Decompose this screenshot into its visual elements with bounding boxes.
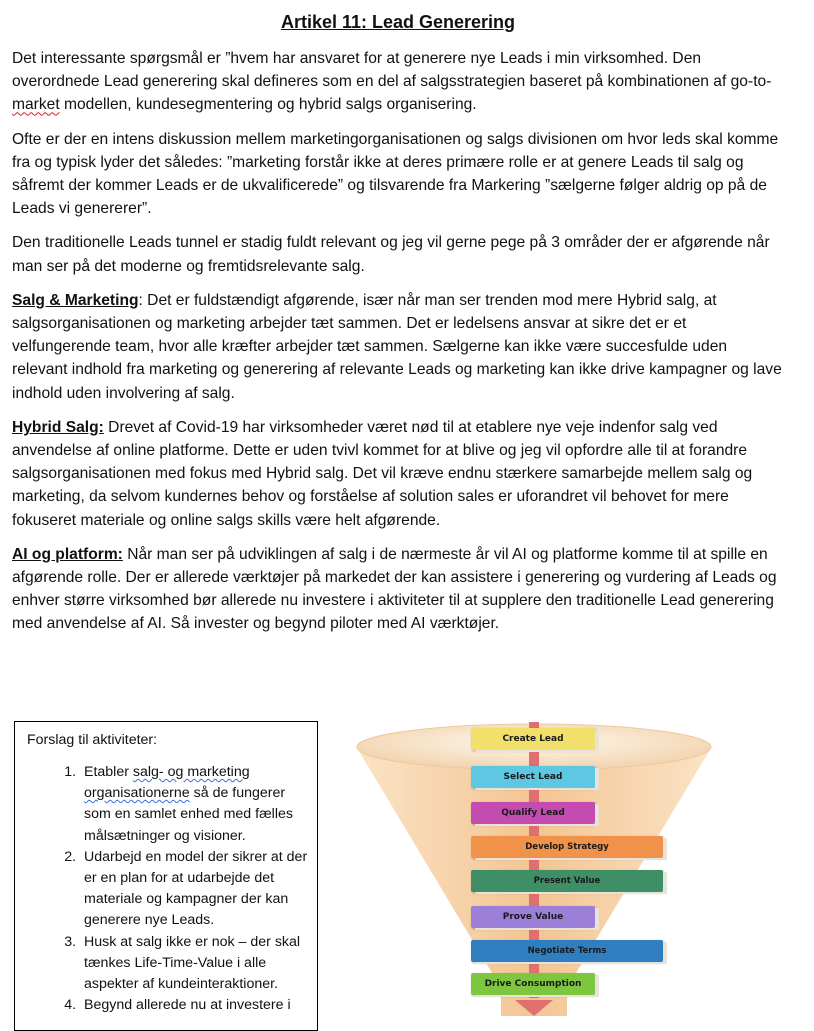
section-ai-platform: AI og platform: Når man ser på udviklingen af salg i de nærmeste år vil AI og platforme komme til at spille en afgørende rolle. Der er allerede værktøjer på markedet der kan assistere i generering og vurdering af Leads og enhver større virksomhed bør allerede nu investere i aktiviteter til at supplere den traditionelle Lead generering med anvendelse af AI. Så invester og begynd piloter med AI værktøjer. [12,545,777,633]
funnel-stage-prove-value: Prove Value [471,906,595,928]
funnel-stage-qualify-lead: Qualify Lead [471,802,595,824]
list-item: 2. Udarbejd en model der sikrer at der er en plan for at udarbejde det materiale og kampagner der kan generere nye Leads. [80,847,309,932]
suggestions-heading: Forslag til aktiviteter: [27,732,158,748]
grammar-flag: salg- og marketing organisationerne [84,764,250,802]
paragraph-discussion: Ofte er der en intens diskussion mellem marketingorganisationen og salgs divisionen om hvor leds skal komme fra og typisk lyder det således: ”marketing forstår ikke at deres primære rolle er at genere Leads til salg og såfremt der kommer Leads er de ukvalificerede” og tilsvarende fra Markering ”sælgerne følger aldrig op på de Leads vi genererer”. [12,130,779,218]
section-heading: Hybrid Salg: [12,418,104,436]
funnel-stage-select-lead: Select Lead [471,766,595,788]
funnel-stage-drive-consumption: Drive Consumption [471,973,595,995]
suggestions-list [15,762,318,1016]
spelling-flag: market [12,96,60,114]
list-item: 4. Begynd allerede nu at investere i [80,995,309,1016]
list-item: 1. Etabler salg- og marketing organisationerne så de fungerer som en samlet enhed med fælles målsætninger og visioner. [80,762,309,847]
funnel-stage-develop-strategy: Develop Strategy [471,836,663,858]
funnel-stage-create-lead: Create Lead [471,728,595,750]
article-body [12,47,782,647]
section-hybrid-sales: Hybrid Salg: Drevet af Covid-19 har virksomheder været nød til at etablere nye veje indenfor salg ved anvendelse af online platforme. Dette er uden tvivl kommet for at blive og jeg vil opfordre alle til at forandre salgsorganisationen med fokus med Hybrid salg. Det vil kræve endnu stærkere samarbejde mellem salg og marketing, da selvom kundernes behov og forståelse af solution sales er uforandret vil behovet for mere fokuseret materiale og online salgs skills være helt afgørende. [12,418,753,529]
sales-funnel-diagram [355,718,713,1016]
funnel-stage-negotiate-terms: Negotiate Terms [471,940,663,962]
funnel-stage-present-value: Present Value [471,870,663,892]
page-title: Artikel 11: Lead Generering [280,12,516,32]
section-heading: Salg & Marketing [12,291,139,309]
paragraph-intro: Det interessante spørgsmål er ”hvem har ansvaret for at generere nye Leads i min virksomhed. Den overordnede Lead generering skal defineres som en del af salgsstrategien baseret på kombinationen af go-to-market modellen, kundesegmentering og hybrid salgs organisering. [12,50,772,114]
section-heading: AI og platform: [12,545,123,563]
suggestions-box [14,721,318,1031]
funnel-graphic [355,718,713,1016]
paragraph-funnel: Den traditionelle Leads tunnel er stadig fuldt relevant og jeg vil gerne pege på 3 områder der er afgørende når man ser på det moderne og fremtidsrelevante salg. [12,234,770,275]
section-sales-marketing: Salg & Marketing: Det er fuldstændigt afgørende, især når man ser trenden mod mere Hybrid salg, at salgsorganisationen og marketing arbejder tæt sammen. Det er ledelsens ansvar at sikre det er et velfungerende team, hvor alle kræfter arbejder tæt sammen. Sælgerne kan ikke være succesfulde uden relevant indhold fra marketing og generering af relevante Leads og marketing kan ikke drive kampagner og lave indhold uden involvering af salg. [12,291,782,402]
list-item: 3. Husk at salg ikke er nok – der skal tænkes Life-Time-Value i alle aspekter af kundeinteraktioner. [80,932,309,996]
